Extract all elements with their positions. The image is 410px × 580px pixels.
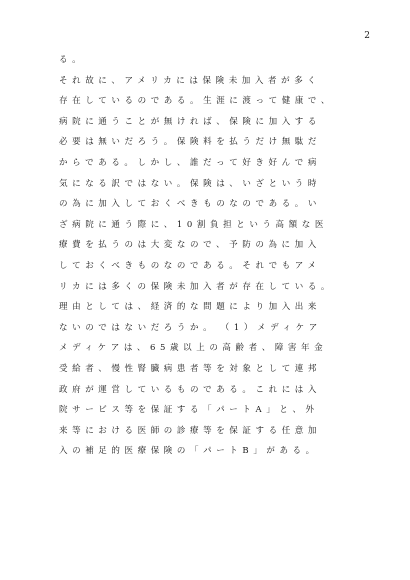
text-line: ないのではないだろうか。 （1）メディケア <box>59 322 322 333</box>
text-line: からである。しかし、誰だって好き好んで病 <box>59 157 321 168</box>
text-line: リカには多くの保険未加入者が存在している。 <box>59 281 335 292</box>
text-line: 理由としては、経済的な問題により加入出来 <box>59 302 322 313</box>
text-line: しておくべきものなのである。それでもアメ <box>59 260 321 271</box>
text-line: 院サービス等を保証する「パートA」と、外 <box>59 405 319 416</box>
text-line: ざ病院に通う際に、10割負担という高額な医 <box>59 219 328 230</box>
body-text <box>59 50 374 462</box>
text-line: 来等における医師の診療等を保証する任意加 <box>59 425 322 436</box>
text-line: 必要は無いだろう。保険料を払うだけ無駄だ <box>59 137 322 148</box>
text-line: の為に加入しておくべきものなのである。い <box>59 199 322 210</box>
text-line: それ故に、アメリカには保険未加入者が多く <box>59 75 321 86</box>
page-number: 2 <box>364 31 370 41</box>
text-line: 気になる訳ではない。保険は、いざという時 <box>59 178 322 189</box>
text-line: 受給者、慢性腎臓病患者等を対象として連邦 <box>59 363 322 374</box>
text-line: 政府が運営しているものである。これには入 <box>59 384 322 395</box>
text-line: 病院に通うことが無ければ、保険に加入する <box>59 116 322 127</box>
text-line: る。 <box>59 55 86 65</box>
text-line: 存在しているのである。生涯に渡って健康で、 <box>59 96 334 107</box>
text-line: メディケアは、65歳以上の高齢者、障害年金 <box>59 343 328 354</box>
text-line: 入の補足的医療保険の「パートB」がある。 <box>59 446 319 457</box>
text-line: 療費を払うのは大変なので、予防の為に加入 <box>59 240 321 251</box>
